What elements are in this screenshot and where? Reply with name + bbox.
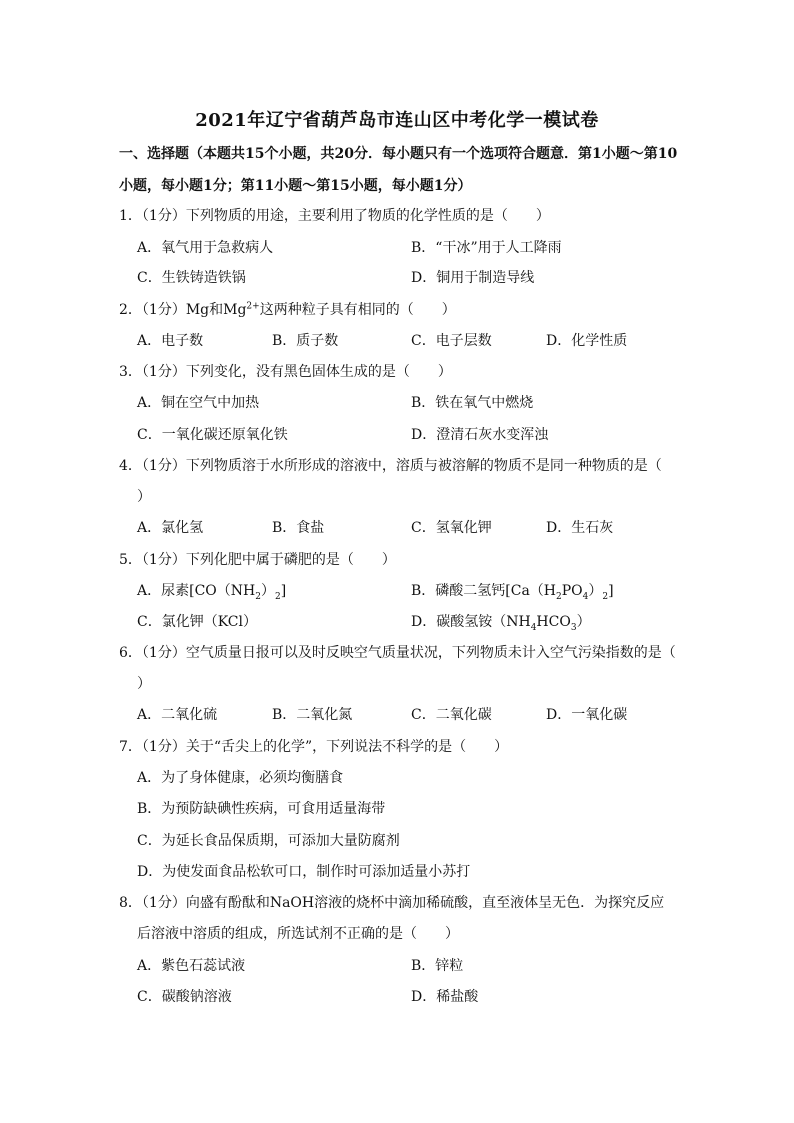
question-8-option-c: C．碳酸钠溶液 [137,989,232,1005]
question-5-option-b-text-2: PO [561,583,583,599]
question-7-stem: 7．（1分）关于“舌尖上的化学”，下列说法不科学的是（ ） [119,739,509,755]
question-5-option-a-text-2: ） [260,583,275,599]
question-5-option-b-text-4: ] [608,583,614,599]
question-2-stem-part-2: 这两种粒子具有相同的（ ） [259,302,456,318]
question-5-stem: 5．（1分）下列化肥中属于磷肥的是（ ） [119,552,396,568]
question-5-option-a [137,581,286,601]
question-5-option-c: C．氯化钾（KCl） [137,614,257,630]
page-title: 2021年辽宁省葫芦岛市连山区中考化学一模试卷 [195,110,599,131]
question-7-option-b: B．为预防缺碘性疾病，可食用适量海带 [137,801,386,817]
question-6-stem: 6．（1分）空气质量日报可以及时反映空气质量状况，下列物质未计入空气污染指数的是（ [119,645,676,661]
question-5-option-b-sub-2: 4 [582,591,589,602]
question-3-option-a: A．铜在空气中加热 [137,395,260,411]
question-1-stem: 1．（1分）下列物质的用途，主要利用了物质的化学性质的是（ ） [119,208,550,224]
question-2-stem [119,300,456,320]
question-3-option-b: B．铁在氧气中燃烧 [411,395,534,411]
question-5-option-d-text-1: D．碳酸氢铵（NH [411,614,531,630]
question-3-option-d: D．澄清石灰水变浑浊 [411,427,549,443]
question-5-option-a-text-3: ] [280,583,287,599]
question-5-option-d-sub-1: 4 [530,622,537,633]
section-heading-line-1: 一、选择题（本题共15个小题，共20分．每小题只有一个选项符合题意．第1小题～第10 [119,146,678,162]
question-6-stem-continued: ） [137,676,151,692]
question-2-option-d: D．化学性质 [546,333,628,349]
question-5-option-b [411,581,614,601]
question-8-option-b: B．锌粒 [411,958,464,974]
question-2-superscript: 2+ [246,301,260,312]
question-4-option-a: A．氯化氢 [137,520,204,536]
question-5-option-b-text-1: B．磷酸二氢钙[Ca（H [411,583,557,599]
question-5-option-d-text-2: HCO [536,614,571,630]
question-7-option-c: C．为延长食品保质期，可添加大量防腐剂 [137,833,400,849]
question-5-option-b-sub-1: 2 [556,591,562,602]
question-4-option-c: C．氢氧化钾 [411,520,492,536]
question-8-stem-continued: 后溶液中溶质的组成，所选试剂不正确的是（ ） [137,926,459,942]
question-5-option-d-sub-2: 3 [570,622,577,633]
question-2-stem-part-1: 2．（1分）Mg和Mg [119,302,247,318]
question-1-option-c: C．生铁铸造铁锅 [137,270,246,286]
question-1-option-d: D．铜用于制造导线 [411,270,535,286]
question-7-option-d: D．为使发面食品松软可口，制作时可添加适量小苏打 [137,864,471,880]
question-3-stem: 3．（1分）下列变化，没有黑色固体生成的是（ ） [119,364,452,380]
question-5-option-b-text-3: ） [588,583,603,599]
question-4-stem: 4．（1分）下列物质溶于水所形成的溶液中，溶质与被溶解的物质不是同一种物质的是（ [119,458,662,474]
question-6-option-d: D．一氧化碳 [546,707,628,723]
question-4-option-b: B．食盐 [272,520,325,536]
question-4-stem-continued: ） [137,489,151,505]
question-5-option-d [411,612,591,632]
question-6-option-a: A．二氧化硫 [137,707,218,723]
question-4-option-d: D．生石灰 [546,520,614,536]
question-3-option-c: C．一氧化碳还原氧化铁 [137,427,288,443]
question-2-option-a: A．电子数 [137,333,204,349]
question-5-option-b-sub-3: 2 [602,591,609,602]
question-1-option-a: A．氧气用于急救病人 [137,240,274,256]
section-heading-line-2: 小题，每小题1分；第11小题～第15小题，每小题1分） [119,178,472,194]
question-1-option-b: B．“干冰”用于人工降雨 [411,240,562,256]
question-2-option-b: B．质子数 [272,333,339,349]
question-6-option-b: B．二氧化氮 [272,707,353,723]
question-7-option-a: A．为了身体健康，必须均衡膳食 [137,770,344,786]
question-8-option-d: D．稀盐酸 [411,989,479,1005]
question-8-option-a: A．紫色石蕊试液 [137,958,246,974]
question-5-option-a-sub-2: 2 [274,591,281,602]
question-6-option-c: C．二氧化碳 [411,707,492,723]
question-5-option-d-text-3: ） [576,614,591,630]
question-5-option-a-text-1: A．尿素[CO（NH [137,583,256,599]
question-2-option-c: C．电子层数 [411,333,492,349]
question-8-stem: 8．（1分）向盛有酚酞和NaOH溶液的烧杯中滴加稀硫酸，直至液体呈无色．为探究反应 [119,895,665,911]
question-5-option-a-sub-1: 2 [255,591,261,602]
